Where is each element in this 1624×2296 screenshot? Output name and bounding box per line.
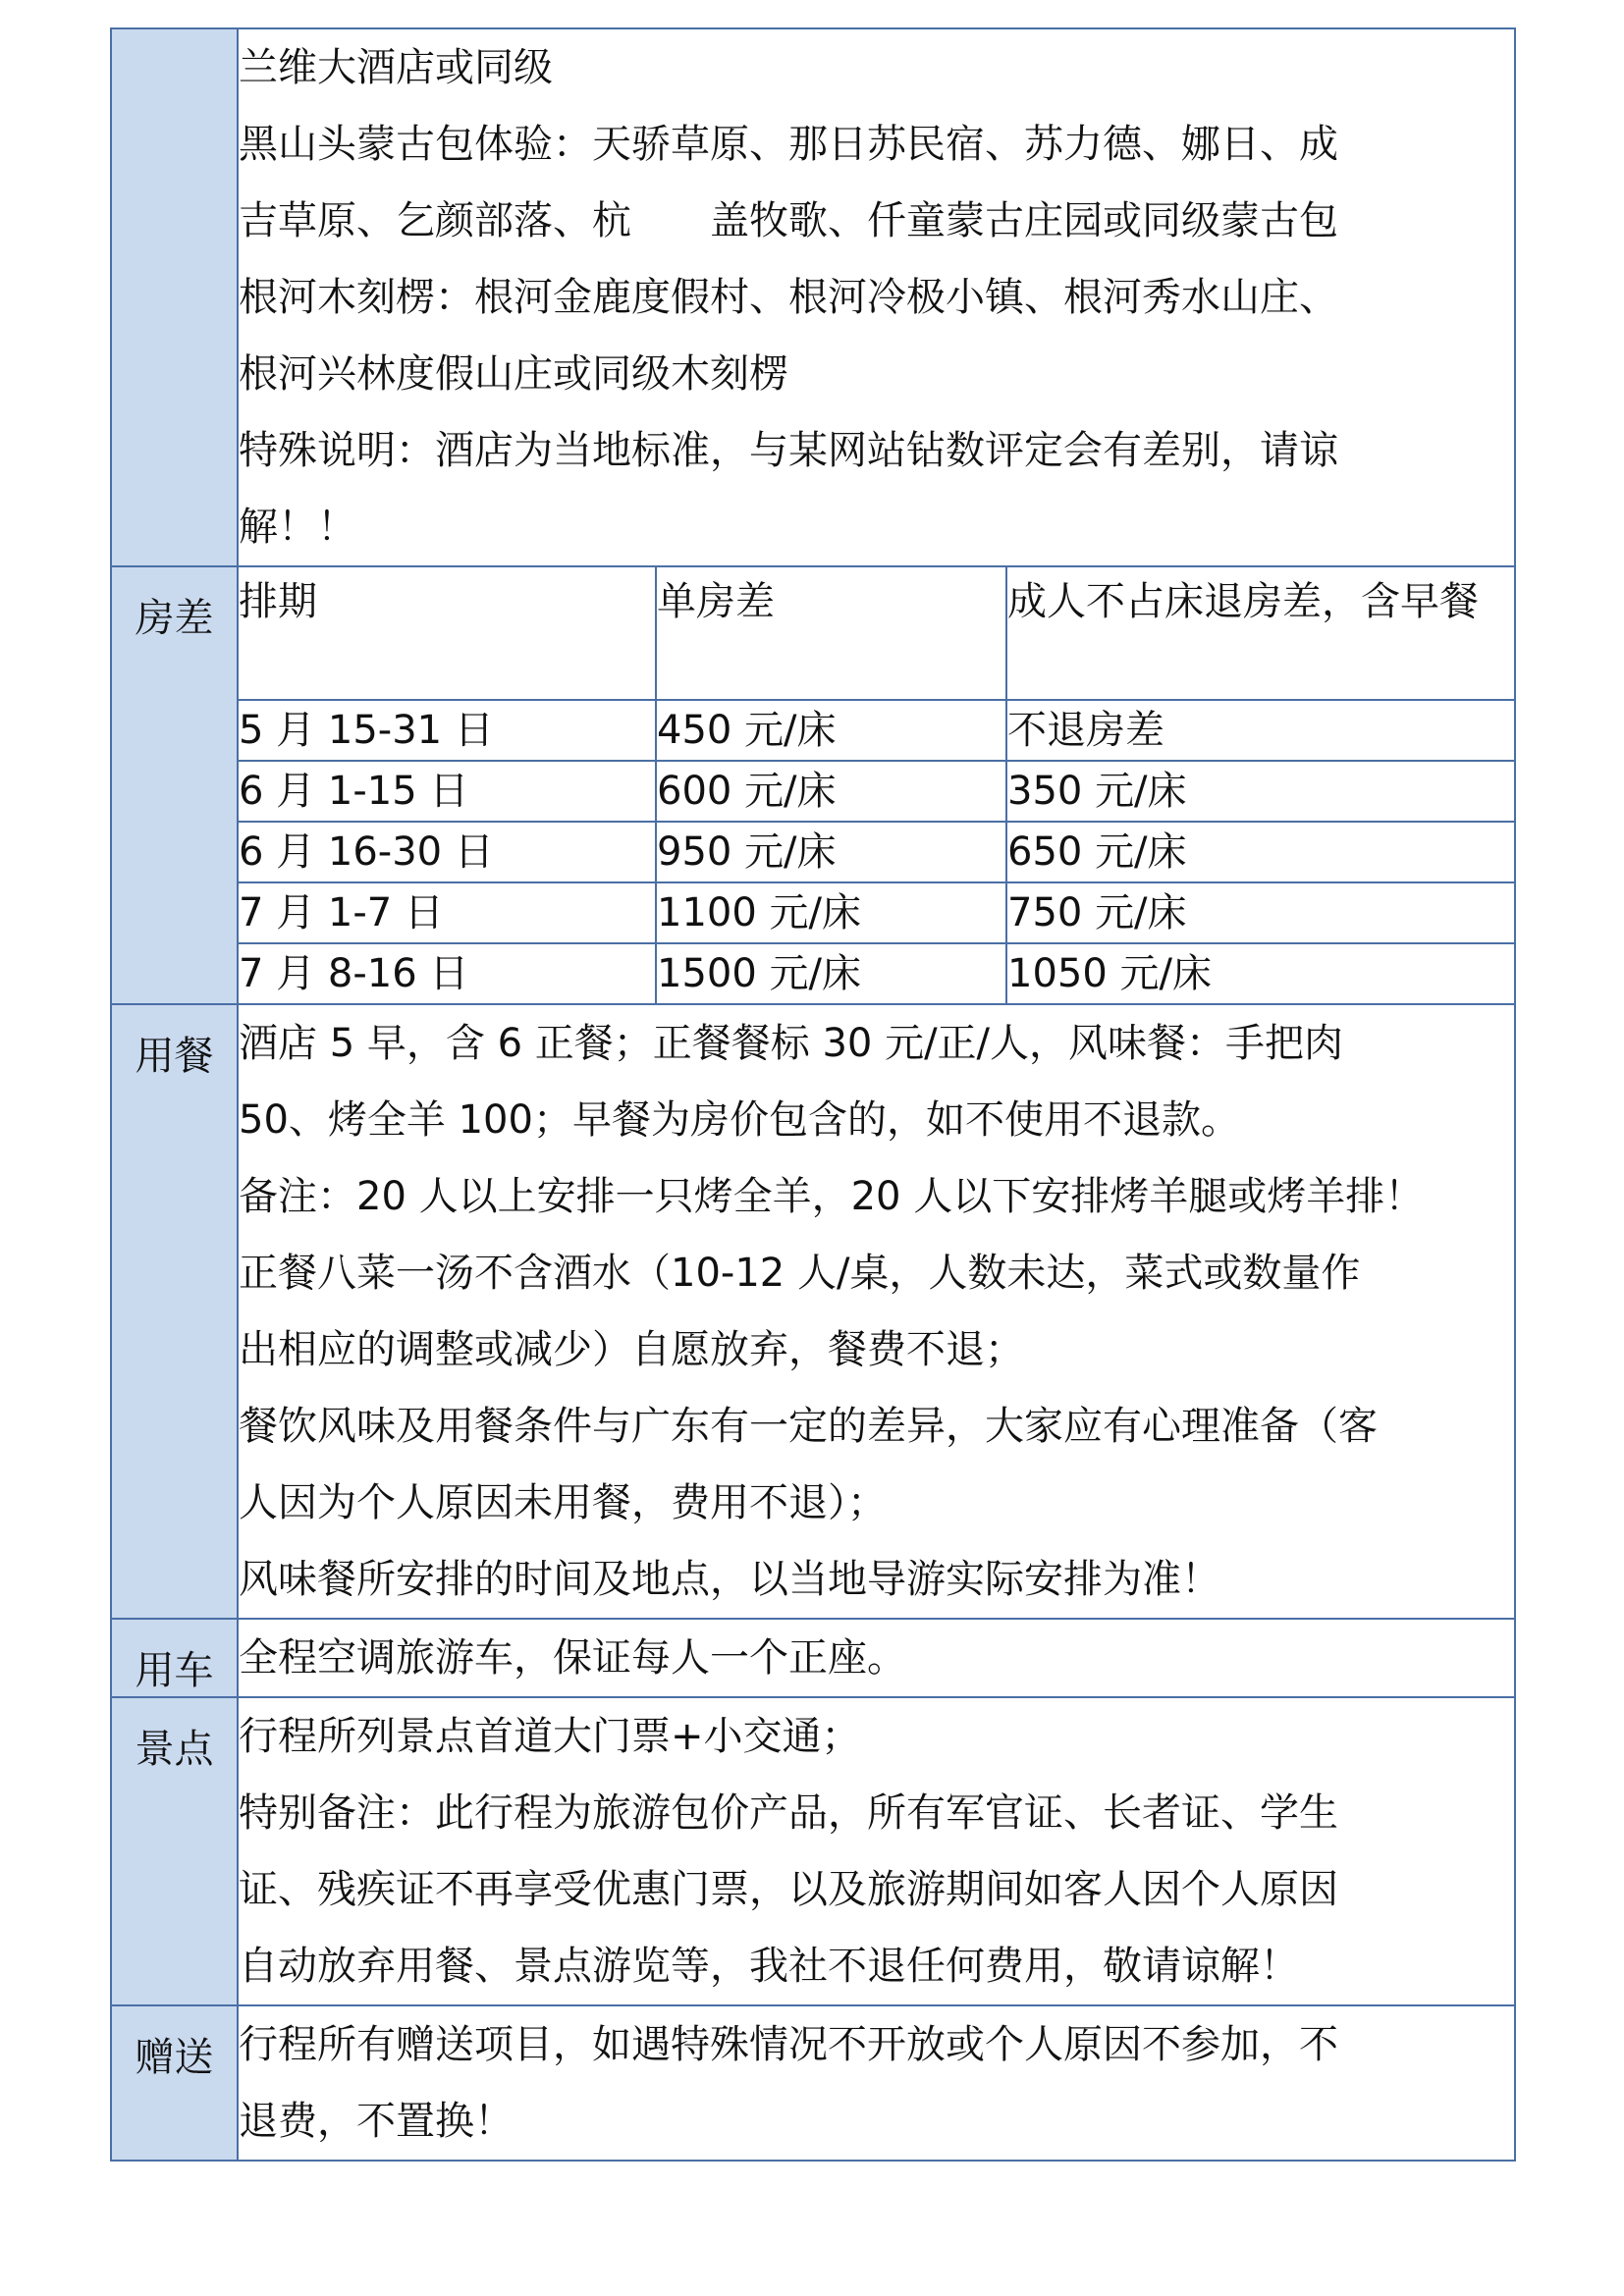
room-cell-single: 1100 元/床 <box>656 882 1006 943</box>
gift-label: 赠送 <box>135 2035 214 2080</box>
room-header-single: 单房差 <box>656 567 1006 700</box>
meal-line: 酒店 5 早，含 6 正餐；正餐餐标 30 元/正/人，风味餐：手把肉 <box>239 1021 1344 1066</box>
room-cell-refund: 750 元/床 <box>1006 882 1514 943</box>
scenic-line: 特别备注：此行程为旅游包价产品，所有军官证、长者证、学生 <box>239 1790 1338 1836</box>
hotel-line: 根河木刻楞：根河金鹿度假村、根河冷极小镇、根河秀水山庄、 <box>239 275 1338 320</box>
room-price-row <box>239 882 1514 943</box>
room-cell-refund: 不退房差 <box>1006 700 1514 761</box>
hotel-line: 根河兴林度假山庄或同级木刻楞 <box>239 351 788 397</box>
scenic-line: 自动放弃用餐、景点游览等，我社不退任何费用，敬请谅解！ <box>239 1944 1299 1989</box>
hotel-line: 解！！ <box>239 505 356 550</box>
car-label-cell <box>111 1619 238 1697</box>
room-cell-single: 950 元/床 <box>656 822 1006 882</box>
hotel-line: 兰维大酒店或同级 <box>239 45 553 90</box>
room-price-row <box>239 700 1514 761</box>
hotel-line: 特殊说明：酒店为当地标准，与某网站钻数评定会有差别，请谅 <box>239 428 1338 473</box>
meal-line: 正餐八菜一汤不含酒水（10-12 人/桌，人数未达，菜式或数量作 <box>239 1251 1361 1296</box>
scenic-line: 证、残疾证不再享受优惠门票，以及旅游期间如客人因个人原因 <box>239 1867 1338 1912</box>
room-price-row <box>239 822 1514 882</box>
gift-content <box>238 2005 1515 2161</box>
scenic-row <box>111 1697 1515 2005</box>
room-price-row <box>239 943 1514 1003</box>
room-cell-refund: 350 元/床 <box>1006 761 1514 822</box>
meal-line: 风味餐所安排的时间及地点，以当地导游实际安排为准！ <box>239 1557 1220 1602</box>
room-cell-refund: 650 元/床 <box>1006 822 1514 882</box>
gift-line: 退费，不置换！ <box>239 2099 514 2144</box>
hotel-row <box>111 28 1515 566</box>
meal-line: 备注：20 人以上安排一只烤全羊，20 人以下安排烤羊腿或烤羊排！ <box>239 1174 1425 1219</box>
hotel-label-cell <box>111 28 238 566</box>
scenic-content <box>238 1697 1515 2005</box>
room-cell-single: 1500 元/床 <box>656 943 1006 1003</box>
room-cell-single: 450 元/床 <box>656 700 1006 761</box>
room-label: 房差 <box>135 596 214 641</box>
room-cell-date: 7 月 1-7 日 <box>239 882 656 943</box>
meal-label-cell <box>111 1004 238 1619</box>
room-header-refund: 成人不占床退房差，含早餐 <box>1006 567 1514 700</box>
room-price-table <box>239 567 1514 1003</box>
meal-line: 餐饮风味及用餐条件与广东有一定的差异，大家应有心理准备（客 <box>239 1404 1378 1449</box>
gift-label-cell <box>111 2005 238 2161</box>
meal-label: 用餐 <box>135 1034 214 1079</box>
room-cell-date: 7 月 8-16 日 <box>239 943 656 1003</box>
itinerary-table <box>110 27 1516 2162</box>
scenic-line: 行程所列景点首道大门票+小交通； <box>239 1714 861 1759</box>
room-cell-date: 6 月 1-15 日 <box>239 761 656 822</box>
meal-row <box>111 1004 1515 1619</box>
car-row <box>111 1619 1515 1697</box>
room-cell-refund: 1050 元/床 <box>1006 943 1514 1003</box>
meal-line: 出相应的调整或减少）自愿放弃，餐费不退； <box>239 1327 1024 1372</box>
gift-row <box>111 2005 1515 2161</box>
room-cell-date: 6 月 16-30 日 <box>239 822 656 882</box>
room-content <box>238 566 1515 1004</box>
room-header-row <box>239 567 1514 700</box>
car-line: 全程空调旅游车，保证每人一个正座。 <box>239 1635 906 1681</box>
car-label: 用车 <box>135 1648 214 1693</box>
car-content <box>238 1619 1515 1697</box>
room-label-cell <box>111 566 238 1004</box>
room-header-schedule: 排期 <box>239 579 317 624</box>
scenic-label: 景点 <box>135 1727 214 1772</box>
gift-line: 行程所有赠送项目，如遇特殊情况不开放或个人原因不参加，不 <box>239 2022 1338 2067</box>
room-cell-single: 600 元/床 <box>656 761 1006 822</box>
hotel-content <box>238 28 1515 566</box>
meal-content <box>238 1004 1515 1619</box>
meal-line: 50、烤全羊 100；早餐为房价包含的，如不使用不退款。 <box>239 1097 1240 1143</box>
meal-line: 人因为个人原因未用餐，费用不退）； <box>239 1480 887 1525</box>
room-price-row <box>239 761 1514 822</box>
room-row <box>111 566 1515 1004</box>
hotel-line: 黑山头蒙古包体验：天骄草原、那日苏民宿、苏力德、娜日、成 <box>239 122 1338 167</box>
room-cell-date: 5 月 15-31 日 <box>239 700 656 761</box>
hotel-line: 吉草原、乞颜部落、杭 盖牧歌、仟童蒙古庄园或同级蒙古包 <box>239 198 1338 243</box>
scenic-label-cell <box>111 1697 238 2005</box>
